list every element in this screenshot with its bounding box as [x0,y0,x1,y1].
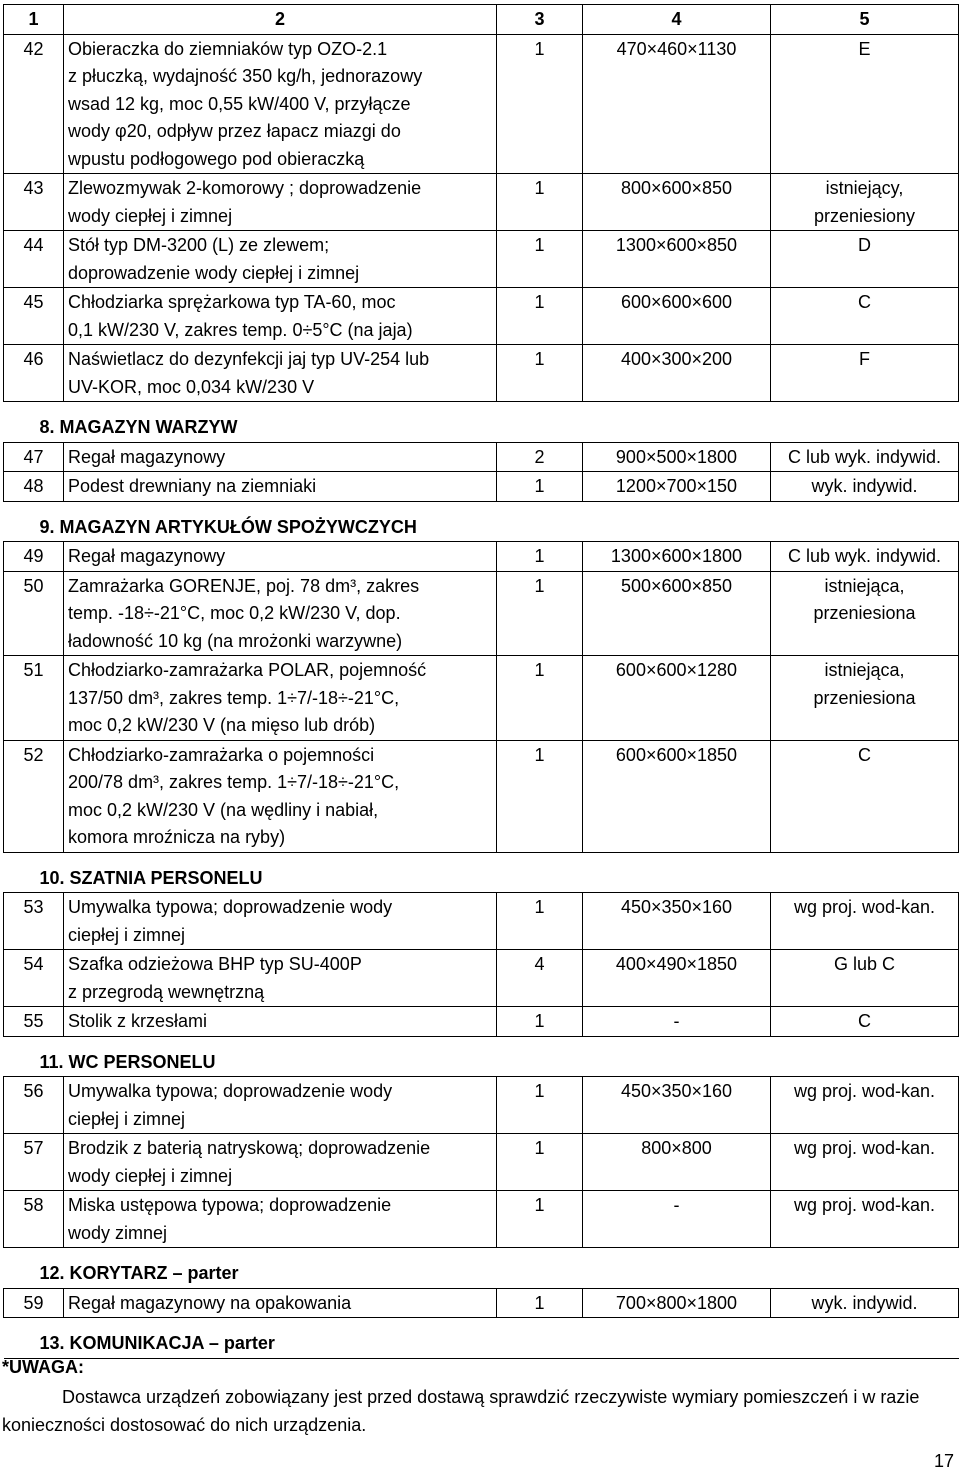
section-heading-row [4,1248,959,1289]
header-cell-1: 1 [4,5,64,35]
item-number: 53 [4,893,64,950]
item-mounting: D [771,231,959,288]
item-number: 45 [4,288,64,345]
item-quantity: 1 [497,472,583,502]
item-number: 58 [4,1191,64,1248]
item-quantity: 1 [497,1134,583,1191]
item-dimensions: 450×350×160 [583,893,771,950]
item-description: Obieraczka do ziemniaków typ OZO-2.1 z płuczką, wydajność 350 kg/h, jednorazowy wsad 12 kg, moc 0,55 kW/400 V, przyłącze wody φ20, odpływ przez łapacz miazgi do wpustu podłogowego pod obieraczką [64,34,497,174]
item-mounting: wg proj. wod-kan. [771,1191,959,1248]
item-number: 55 [4,1007,64,1037]
item-quantity: 4 [497,950,583,1007]
item-description: Miska ustępowa typowa; doprowadzenie wody zimnej [64,1191,497,1248]
item-quantity: 1 [497,1077,583,1134]
table-row [4,1288,959,1318]
item-dimensions: 900×500×1800 [583,442,771,472]
section-heading: 12. KORYTARZ – parter [4,1248,959,1289]
header-cell-4: 4 [583,5,771,35]
section-heading-row [4,852,959,893]
item-mounting: istniejąca, przeniesiona [771,656,959,741]
item-description: Stół typ DM-3200 (L) ze zlewem; doprowadzenie wody ciepłej i zimnej [64,231,497,288]
item-quantity: 1 [497,345,583,402]
section-heading: 11. WC PERSONELU [4,1036,959,1077]
item-mounting: istniejąca, przeniesiona [771,571,959,656]
item-number: 59 [4,1288,64,1318]
item-dimensions: 800×600×850 [583,174,771,231]
item-quantity: 1 [497,740,583,852]
item-quantity: 1 [497,34,583,174]
item-dimensions: 400×300×200 [583,345,771,402]
item-mounting: C lub wyk. indywid. [771,442,959,472]
item-number: 52 [4,740,64,852]
table-row [4,1077,959,1134]
section-heading: 13. KOMUNIKACJA – parter [4,1318,959,1359]
item-number: 57 [4,1134,64,1191]
table-row [4,442,959,472]
item-quantity: 1 [497,1288,583,1318]
item-number: 49 [4,542,64,572]
table-row [4,174,959,231]
item-description: Regał magazynowy na opakowania [64,1288,497,1318]
item-description: Naświetlacz do dezynfekcji jaj typ UV-254 lub UV-KOR, moc 0,034 kW/230 V [64,345,497,402]
item-quantity: 1 [497,656,583,741]
section-heading-row [4,1036,959,1077]
item-description: Zamrażarka GORENJE, poj. 78 dm³, zakres temp. -18÷-21°C, moc 0,2 kW/230 V, dop. ładowność 10 kg (na mrożonki warzywne) [64,571,497,656]
item-description: Chłodziarka sprężarkowa typ TA-60, moc 0,1 kW/230 V, zakres temp. 0÷5°C (na jaja) [64,288,497,345]
item-number: 44 [4,231,64,288]
item-number: 43 [4,174,64,231]
item-mounting: F [771,345,959,402]
item-description: Stolik z krzesłami [64,1007,497,1037]
item-mounting: G lub C [771,950,959,1007]
table-row [4,1007,959,1037]
table-row [4,571,959,656]
item-dimensions: - [583,1007,771,1037]
table-header-row [4,5,959,35]
item-quantity: 1 [497,174,583,231]
item-description: Chłodziarko-zamrażarka o pojemności 200/78 dm³, zakres temp. 1÷7/-18÷-21°C, moc 0,2 kW/230 V (na wędliny i nabiał, komora mroźnicza na ryby) [64,740,497,852]
table-row [4,472,959,502]
item-description: Chłodziarko-zamrażarka POLAR, pojemność 137/50 dm³, zakres temp. 1÷7/-18÷-21°C, moc 0,2 kW/230 V (na mięso lub drób) [64,656,497,741]
item-dimensions: 700×800×1800 [583,1288,771,1318]
section-heading: 9. MAGAZYN ARTYKUŁÓW SPOŻYWCZYCH [4,501,959,542]
item-quantity: 1 [497,571,583,656]
item-mounting: C [771,740,959,852]
item-mounting: wyk. indywid. [771,472,959,502]
header-cell-2: 2 [64,5,497,35]
note-text: Dostawca urządzeń zobowiązany jest przed dostawą sprawdzić rzeczywiste wymiary pomieszczeń i w razie konieczności dostosować do nich urządzenia. [2,1387,920,1435]
equipment-table-body [4,5,959,1359]
item-mounting: wg proj. wod-kan. [771,1077,959,1134]
item-mounting: wg proj. wod-kan. [771,893,959,950]
table-row [4,1134,959,1191]
item-number: 48 [4,472,64,502]
item-quantity: 1 [497,1191,583,1248]
item-description: Brodzik z baterią natryskową; doprowadzenie wody ciepłej i zimnej [64,1134,497,1191]
item-dimensions: 600×600×1850 [583,740,771,852]
section-heading: 10. SZATNIA PERSONELU [4,852,959,893]
item-quantity: 1 [497,893,583,950]
table-row [4,34,959,174]
item-description: Regał magazynowy [64,542,497,572]
item-dimensions: 470×460×1130 [583,34,771,174]
item-mounting: E [771,34,959,174]
item-dimensions: - [583,1191,771,1248]
item-quantity: 2 [497,442,583,472]
table-row [4,542,959,572]
item-dimensions: 400×490×1850 [583,950,771,1007]
table-row [4,740,959,852]
item-dimensions: 1300×600×850 [583,231,771,288]
item-description: Umywalka typowa; doprowadzenie wody ciepłej i zimnej [64,1077,497,1134]
header-cell-3: 3 [497,5,583,35]
table-row [4,231,959,288]
item-number: 50 [4,571,64,656]
section-heading-row [4,1318,959,1359]
item-dimensions: 1300×600×1800 [583,542,771,572]
item-description: Regał magazynowy [64,442,497,472]
table-row [4,950,959,1007]
header-cell-5: 5 [771,5,959,35]
table-row [4,1191,959,1248]
item-number: 51 [4,656,64,741]
equipment-table [3,4,959,1359]
item-number: 54 [4,950,64,1007]
page-number: 17 [933,1451,954,1471]
section-heading-row [4,402,959,443]
item-mounting: C lub wyk. indywid. [771,542,959,572]
item-number: 46 [4,345,64,402]
item-dimensions: 500×600×850 [583,571,771,656]
section-heading: 8. MAGAZYN WARZYW [4,402,959,443]
table-row [4,656,959,741]
note-title: *UWAGA: [2,1357,84,1377]
item-dimensions: 600×600×600 [583,288,771,345]
item-description: Szafka odzieżowa BHP typ SU-400P z przegrodą wewnętrzną [64,950,497,1007]
item-description: Zlewozmywak 2-komorowy ; doprowadzenie wody ciepłej i zimnej [64,174,497,231]
item-mounting: C [771,288,959,345]
item-quantity: 1 [497,288,583,345]
item-number: 47 [4,442,64,472]
item-number: 42 [4,34,64,174]
item-mounting: C [771,1007,959,1037]
item-mounting: istniejący, przeniesiony [771,174,959,231]
item-dimensions: 800×800 [583,1134,771,1191]
item-mounting: wg proj. wod-kan. [771,1134,959,1191]
section-heading-row [4,501,959,542]
item-quantity: 1 [497,231,583,288]
item-mounting: wyk. indywid. [771,1288,959,1318]
table-row [4,345,959,402]
table-row [4,893,959,950]
item-dimensions: 600×600×1280 [583,656,771,741]
item-quantity: 1 [497,542,583,572]
item-description: Umywalka typowa; doprowadzenie wody ciepłej i zimnej [64,893,497,950]
item-quantity: 1 [497,1007,583,1037]
item-number: 56 [4,1077,64,1134]
item-dimensions: 1200×700×150 [583,472,771,502]
item-description: Podest drewniany na ziemniaki [64,472,497,502]
table-row [4,288,959,345]
item-dimensions: 450×350×160 [583,1077,771,1134]
